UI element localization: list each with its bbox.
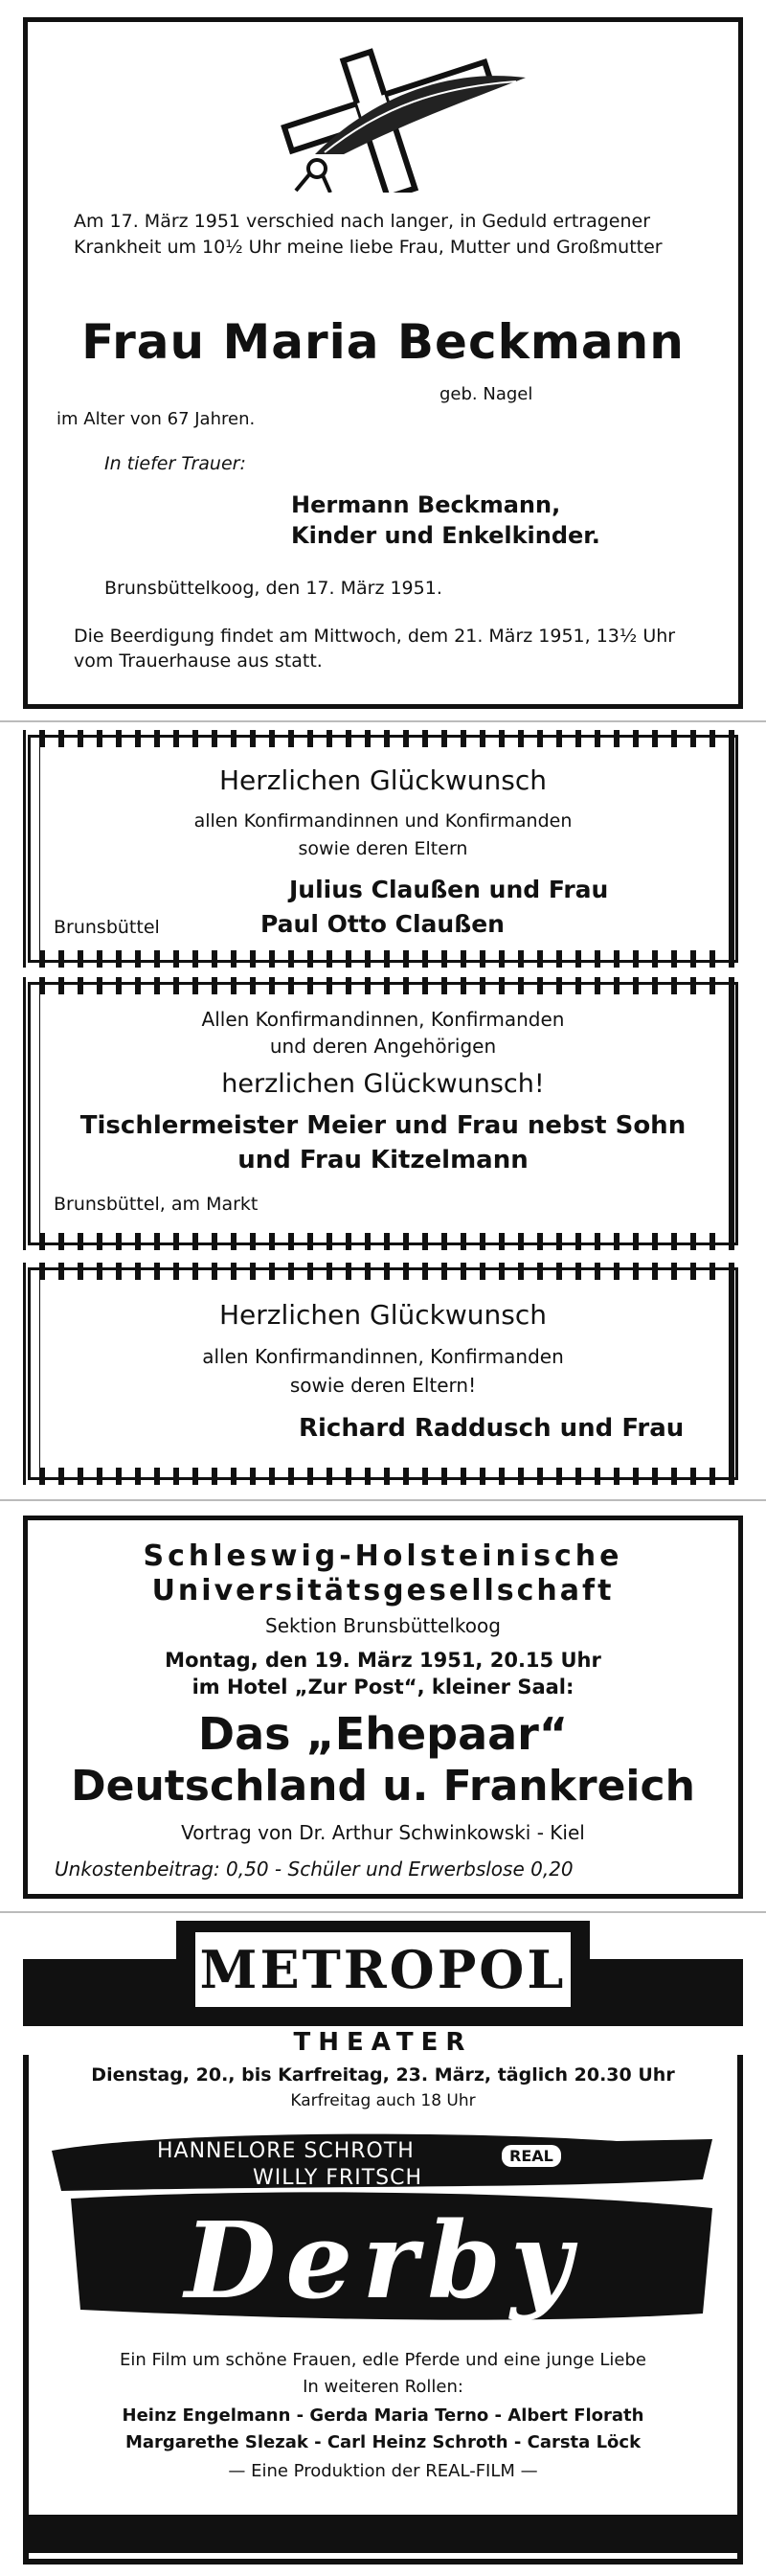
age-line: im Alter von 67 Jahren. [56,409,256,429]
ad1-place: Brunsbüttel [54,917,160,938]
show-dates: Dienstag, 20., bis Karfreitag, 23. März, täglich 20.30 Uhr [91,2064,675,2086]
speaker: Vortrag von Dr. Arthur Schwinkowski - Kiel [181,1821,585,1844]
place-date: Brunsbüttelkoog, den 17. März 1951. [104,578,442,599]
lecture-title-2: Deutschland u. Frankreich [71,1762,695,1811]
funeral-info: Die Beerdigung findet am Mittwoch, dem 21. März 1951, 13½ Uhr vom Trauerhause aus statt. [74,626,676,672]
separator [0,720,766,722]
cinema-footer-bar [23,2515,743,2553]
ad1-name-2: Paul Otto Claußen [260,910,505,938]
real-film-logo: REAL [502,2145,561,2167]
deceased-name: Frau Maria Beckmann [81,314,685,370]
ad1-name-1: Julius Claußen und Frau [289,876,609,903]
mourners-line-2: Kinder und Enkelkinder. [291,522,600,549]
lecture-date: Montag, den 19. März 1951, 20.15 Uhr [165,1649,601,1672]
film-title: Derby [184,2199,582,2322]
lecture-title-1: Das „Ehepaar“ [197,1708,569,1760]
ad2-name-1: Tischlermeister Meier und Frau nebst Sohn [79,1111,687,1140]
congratulations-ad-2 [23,977,743,1250]
cinema-name: METROPOL [195,1932,571,2007]
mourning-label: In tiefer Trauer: [104,453,246,474]
lecture-ad [23,1516,743,1899]
separator [0,1911,766,1913]
congratulations-ad-1 [23,730,743,968]
entry-fee: Unkostenbeitrag: 0,50 - Schüler und Erwerbslose 0,20 [55,1858,574,1881]
ad2-name-2: und Frau Kitzelmann [237,1146,529,1174]
further-roles-label: In weiteren Rollen: [303,2377,463,2397]
death-notice [23,17,743,709]
congratulations-ad-3 [23,1263,743,1485]
ad3-line-1: allen Konfirmandinnen, Konfirmanden [202,1345,564,1368]
actor-2: WILLY FRITSCH [253,2166,423,2190]
org-name-2: Universitätsgesellschaft [151,1574,615,1607]
production-credit: — Eine Produktion der REAL-FILM — [228,2461,538,2481]
actor-1: HANNELORE SCHROTH [157,2139,415,2163]
ad3-name: Richard Raddusch und Frau [299,1414,685,1443]
ad2-place: Brunsbüttel, am Markt [54,1194,259,1215]
ad1-heading: Herzlichen Glückwunsch [218,764,547,796]
ad1-line-2: sowie deren Eltern [298,838,468,859]
cinema-subtitle: THEATER [293,2028,473,2057]
mourners-line-1: Hermann Beckmann, [291,491,561,518]
notice-intro: Am 17. März 1951 verschied nach langer, in Geduld ertragener Krankheit um 10½ Uhr meine liebe Frau, Mutter und Großmutter [74,211,663,258]
ad3-heading: Herzlichen Glückwunsch [218,1299,547,1331]
ad2-line-1: Allen Konfirmandinnen, Konfirmanden [201,1008,565,1031]
good-friday-show: Karfreitag auch 18 Uhr [290,2091,476,2110]
ad2-line-2: und deren Angehörigen [269,1035,497,1058]
org-name-1: Schleswig-Holsteinische [143,1539,623,1573]
cross-with-palm-icon [258,39,535,193]
lecture-venue: im Hotel „Zur Post“, kleiner Saal: [192,1676,574,1698]
ad1-line-1: allen Konfirmandinnen und Konfirmanden [193,810,573,832]
cast-line-2: Margarethe Slezak - Carl Heinz Schroth - Carsta Löck [124,2432,642,2452]
ad3-line-2: sowie deren Eltern! [289,1374,477,1397]
cast-line-1: Heinz Engelmann - Gerda Maria Terno - Albert Florath [122,2405,644,2426]
cinema-ad [23,1921,743,2565]
separator [0,1499,766,1501]
maiden-name: geb. Nagel [439,384,533,404]
section-name: Sektion Brunsbüttelkoog [265,1614,501,1637]
film-tagline: Ein Film um schöne Frauen, edle Pferde und eine junge Liebe [120,2350,646,2370]
ad2-heading: herzlichen Glückwunsch! [221,1069,545,1099]
